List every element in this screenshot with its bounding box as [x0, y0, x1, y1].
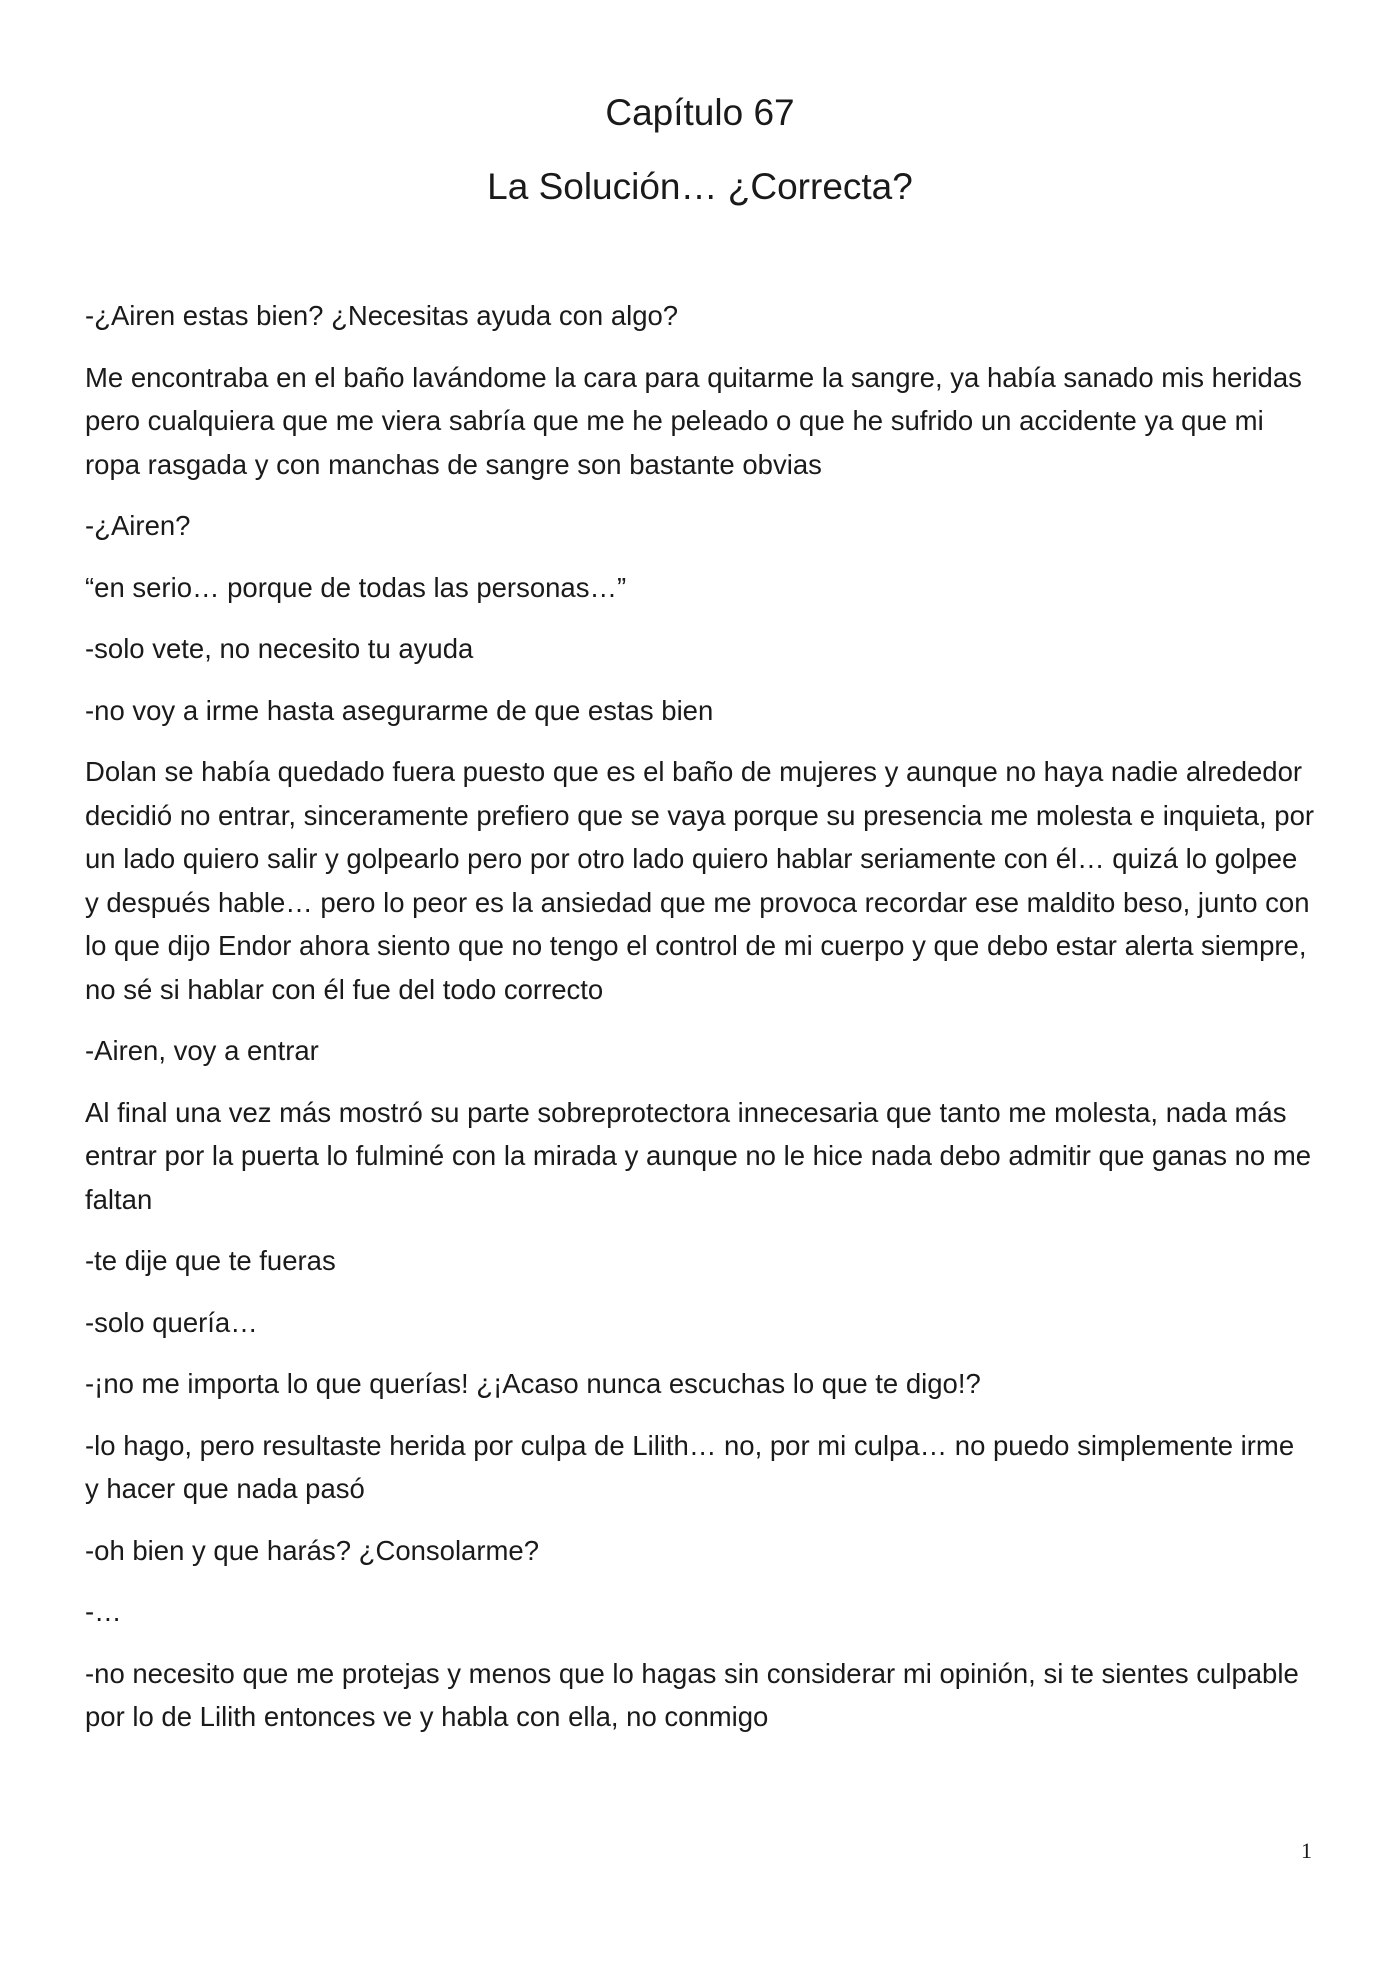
paragraph: -… — [85, 1596, 122, 1627]
paragraph: -¿Airen? — [85, 510, 191, 541]
paragraph: -¡no me importa lo que querías! ¿¡Acaso nunca escuchas lo que te digo!? — [85, 1368, 981, 1399]
paragraph: -solo vete, no necesito tu ayuda — [85, 633, 474, 664]
paragraph: Al final una vez más mostró su parte sobreprotectora innecesaria que tanto me molesta, nada más entrar por la puerta lo fulminé con la mirada y aunque no le hice nada debo admitir que ganas no me faltan — [85, 1096, 1312, 1215]
chapter-title: La Solución… ¿Correcta? — [487, 166, 913, 207]
paragraph: -lo hago, pero resultaste herida por culpa de Lilith… no, por mi culpa… no puedo simplemente irme y hacer que nada pasó — [85, 1429, 1295, 1504]
chapter-number: Capítulo 67 — [605, 92, 795, 133]
paragraph: “en serio… porque de todas las personas…” — [85, 571, 627, 603]
chapter-heading — [0, 86, 1400, 214]
page-number: 1 — [1301, 1838, 1312, 1863]
paragraph: -no voy a irme hasta asegurarme de que estas bien — [85, 694, 714, 726]
paragraph: Dolan se había quedado fuera puesto que es el baño de mujeres y aunque no haya nadie alrededor decidió no entrar, sinceramente prefiero que se vaya porque su presencia me molesta e inquieta, por un lado quiero salir y golpearlo pero por otro lado quiero hablar seriamente con él… quizá lo golpee y después hable… pero lo peor es la ansiedad que me provoca recordar ese maldito beso, junto con lo que dijo Endor ahora siento que no tengo el control de mi cuerpo y que debo estar alerta siempre, no sé si hablar con él fue del todo correcto — [85, 756, 1315, 1005]
paragraph: -te dije que te fueras — [85, 1245, 336, 1276]
chapter-body — [85, 294, 1315, 1757]
paragraph: -oh bien y que harás? ¿Consolarme? — [85, 1534, 540, 1566]
paragraph: -no necesito que me protejas y menos que lo hagas sin considerar mi opinión, si te sientes culpable por lo de Lilith entonces ve y habla con ella, no conmigo — [85, 1657, 1299, 1732]
paragraph: -¿Airen estas bien? ¿Necesitas ayuda con algo? — [85, 300, 679, 331]
paragraph: -solo quería… — [85, 1306, 258, 1338]
paragraph: -Airen, voy a entrar — [85, 1035, 319, 1066]
paragraph: Me encontraba en el baño lavándome la cara para quitarme la sangre, ya había sanado mis heridas pero cualquiera que me viera sabría que me he peleado o que he sufrido un accidente ya que mi ropa rasgada y con manchas de sangre son bastante obvias — [85, 361, 1302, 480]
